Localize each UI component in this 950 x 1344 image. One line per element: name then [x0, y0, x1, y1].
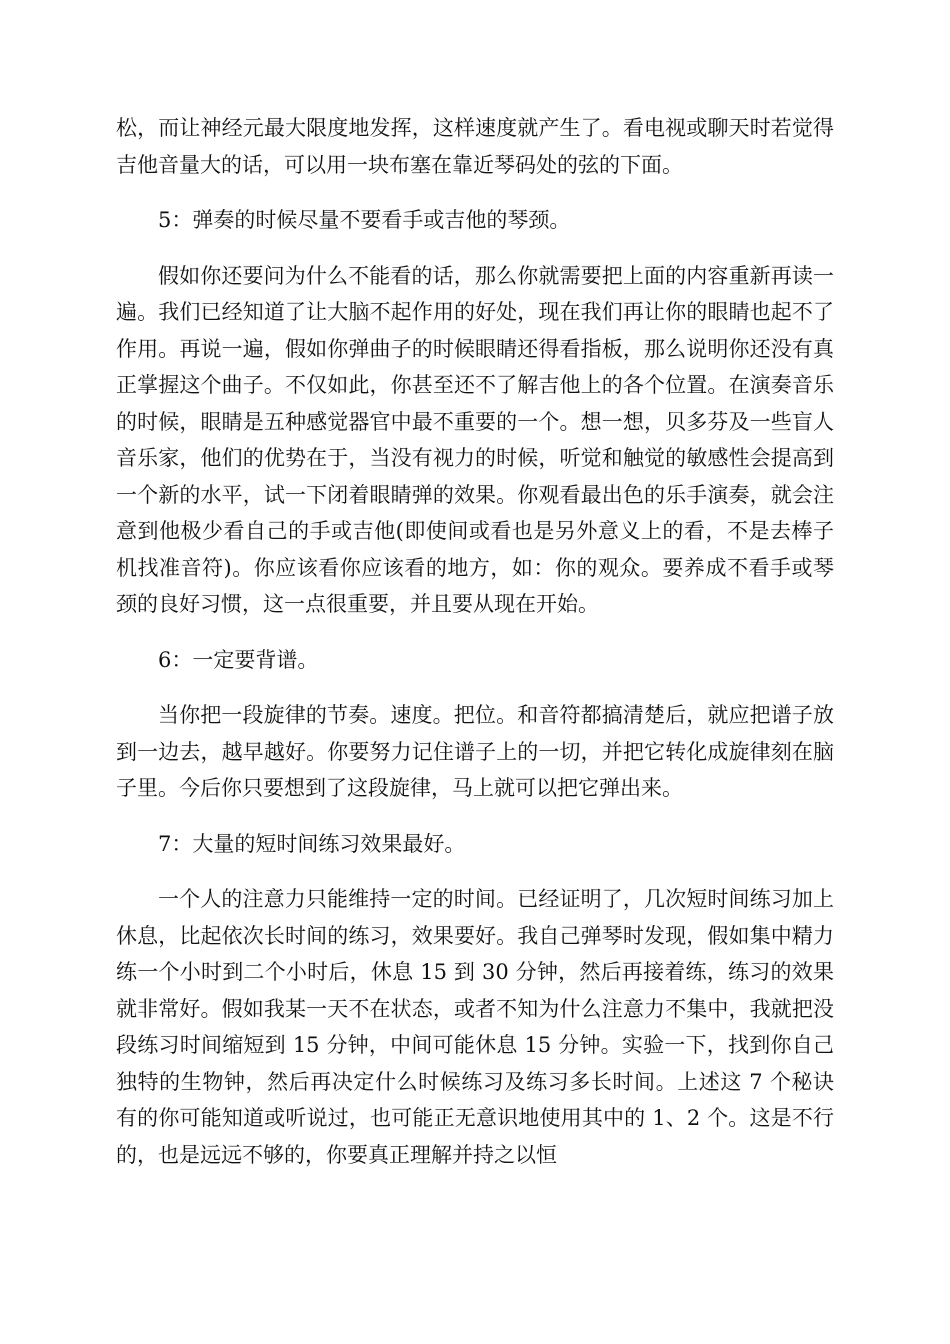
paragraph-body: 一个人的注意力只能维持一定的时间。已经证明了，几次短时间练习加上休息，比起依次长时间的练习，效果要好。我自己弹琴时发现，假如集中精力练一个小时到二个小时后，休息 15 到 30 分钟，然后再接着练，练习的效果就非常好。假如我某一天不在状态，或者不知为什么注意力不集中，我就把没段练习时间缩短到 15 分钟，中间可能休息 15 分钟。实验一下，找到你自己独特的生物钟，然后再决定什么时候练习及练习多长时间。上述这 7 个秘诀有的你可能知道或听说过，也可能正无意识地使用其中的 1、2 个。这是不行的，也是远远不够的，你要真正理解并持之以恒 — [116, 887, 834, 1167]
section-heading-6: 6：一定要背谱。 — [158, 647, 319, 672]
paragraph-body: 当你把一段旋律的节奏。速度。把位。和音符都搞清楚后，就应把谱子放到一边去，越早越好。你要努力记住谱子上的一切，并把它转化成旋律刻在脑子里。今后你只要想到了这段旋律，马上就可以把它弹出来。 — [116, 703, 834, 800]
document-page — [116, 110, 834, 1192]
paragraph-body: 假如你还要问为什么不能看的话，那么你就需要把上面的内容重新再读一遍。我们已经知道了让大脑不起作用的好处，现在我们再让你的眼睛也起不了作用。再说一遍，假如你弹曲子的时候眼睛还得看指板，那么说明你还没有真正掌握这个曲子。不仅如此，你甚至还不了解吉他上的各个位置。在演奏音乐的时候，眼睛是五种感觉器官中最不重要的一个。想一想，贝多芬及一些盲人音乐家，他们的优势在于，当没有视力的时候，听觉和触觉的敏感性会提高到一个新的水平，试一下闭着眼睛弹的效果。你观看最出色的乐手演奏，就会注意到他极少看自己的手或吉他(即使间或看也是另外意义上的看，不是去棒子机找准音符)。你应该看你应该看的地方，如：你的观众。要养成不看手或琴颈的良好习惯，这一点很重要，并且要从现在开始。 — [116, 263, 834, 616]
paragraph-continuation: 松，而让神经元最大限度地发挥，这样速度就产生了。看电视或聊天时若觉得吉他音量大的话，可以用一块布塞在靠近琴码处的弦的下面。 — [116, 116, 834, 177]
section-heading-5: 5：弹奏的时候尽量不要看手或吉他的琴颈。 — [158, 208, 571, 232]
section-heading-7: 7：大量的短时间练习效果最好。 — [158, 831, 466, 856]
